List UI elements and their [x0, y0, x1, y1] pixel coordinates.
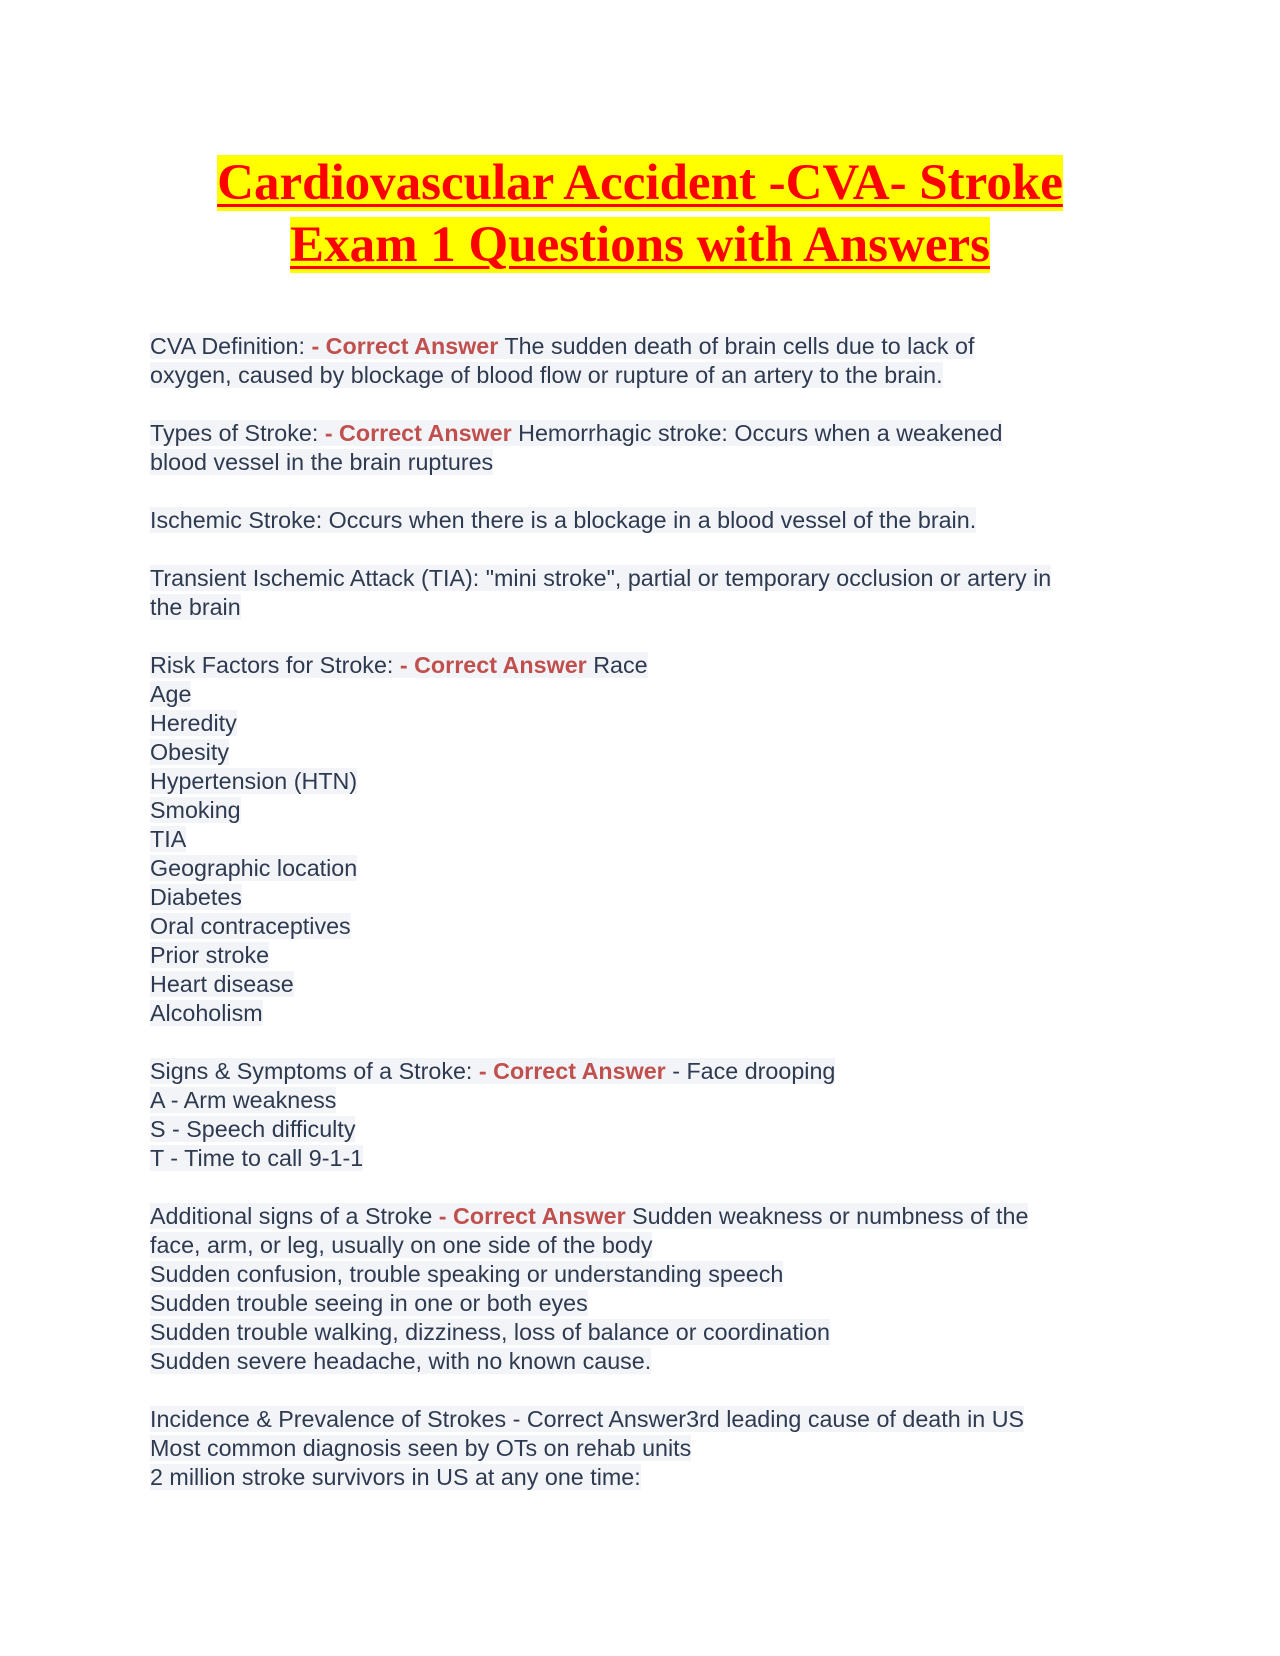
list-item: Obesity [150, 739, 229, 765]
title-line-2: Exam 1 Questions with Answers [290, 217, 990, 273]
list-item: Smoking [150, 797, 241, 823]
correct-answer-marker: - Correct Answer [324, 420, 512, 446]
qa-incidence-prevalence [150, 1405, 1130, 1492]
question-text: Signs & Symptoms of a Stroke: [150, 1058, 479, 1084]
list-item: Age [150, 681, 192, 707]
qa-additional-signs [150, 1202, 1130, 1376]
correct-answer-marker: - Correct Answer [399, 652, 587, 678]
body-text: Transient Ischemic Attack (TIA): "mini stroke", partial or temporary occlusion or artery in [150, 565, 1052, 591]
qa-signs-symptoms [150, 1057, 1130, 1173]
list-item: Prior stroke [150, 942, 270, 968]
answer-text: blood vessel in the brain ruptures [150, 449, 494, 475]
question-text: Risk Factors for Stroke: [150, 652, 400, 678]
correct-answer-marker: - Correct Answer [311, 333, 499, 359]
list-item: Heredity [150, 710, 237, 736]
answer-text: Sudden weakness or numbness of the [625, 1203, 1029, 1229]
correct-answer-marker: - Correct Answer [438, 1203, 626, 1229]
answer-text: - Face drooping [665, 1058, 836, 1084]
body-text: the brain [150, 594, 241, 620]
answer-text: oxygen, caused by blockage of blood flow or rupture of an artery to the brain. [150, 362, 943, 388]
list-item: Diabetes [150, 884, 242, 910]
question-text: Types of Stroke: [150, 420, 325, 446]
list-item: S - Speech difficulty [150, 1116, 356, 1142]
list-item: Sudden confusion, trouble speaking or understanding speech [150, 1261, 784, 1287]
body-text: Most common diagnosis seen by OTs on rehab units [150, 1435, 692, 1461]
list-item: Sudden severe headache, with no known cause. [150, 1348, 652, 1374]
list-item: A - Arm weakness [150, 1087, 337, 1113]
answer-text: Race [586, 652, 648, 678]
list-item: TIA [150, 826, 187, 852]
list-item: T - Time to call 9-1-1 [150, 1145, 364, 1171]
list-item: Oral contraceptives [150, 913, 351, 939]
list-item: face, arm, or leg, usually on one side of the body [150, 1232, 653, 1258]
body-text: Incidence & Prevalence of Strokes - Correct Answer3rd leading cause of death in US [150, 1406, 1025, 1432]
qa-types-of-stroke [150, 419, 1130, 477]
tia-text [150, 564, 1130, 622]
list-item: Geographic location [150, 855, 358, 881]
question-text: Additional signs of a Stroke [150, 1203, 439, 1229]
document-body [150, 332, 1130, 1521]
qa-risk-factors [150, 651, 1130, 1028]
list-item: Hypertension (HTN) [150, 768, 358, 794]
list-item: Sudden trouble seeing in one or both eyes [150, 1290, 588, 1316]
body-text: Ischemic Stroke: Occurs when there is a blockage in a blood vessel of the brain. [150, 507, 977, 533]
list-item: Alcoholism [150, 1000, 263, 1026]
body-text: 2 million stroke survivors in US at any one time: [150, 1464, 641, 1490]
document-title [140, 152, 1140, 276]
question-text: CVA Definition: [150, 333, 312, 359]
qa-cva-definition [150, 332, 1130, 390]
list-item: Heart disease [150, 971, 294, 997]
list-item: Sudden trouble walking, dizziness, loss of balance or coordination [150, 1319, 830, 1345]
answer-text: The sudden death of brain cells due to lack of [498, 333, 975, 359]
correct-answer-marker: - Correct Answer [478, 1058, 666, 1084]
title-line-1: Cardiovascular Accident -CVA- Stroke [217, 155, 1063, 211]
answer-text: Hemorrhagic stroke: Occurs when a weakened [511, 420, 1003, 446]
ischemic-stroke-text [150, 506, 1130, 535]
